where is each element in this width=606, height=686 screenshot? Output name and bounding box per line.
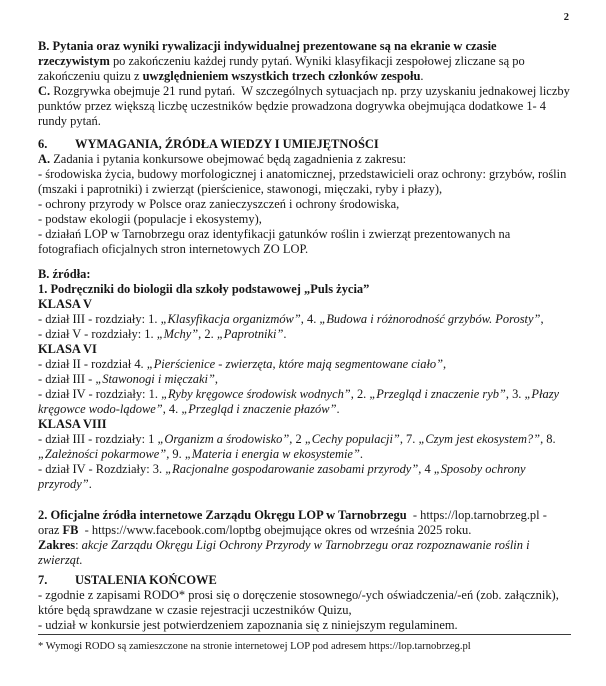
para-a-topics bbox=[38, 152, 571, 167]
bullet-nature-protection bbox=[38, 197, 571, 212]
klasa-viii-heading bbox=[38, 417, 571, 432]
text-run: - dział II - rozdział 4. bbox=[38, 357, 147, 371]
klasa-v-dzial-v bbox=[38, 327, 571, 342]
text-run: , 9. bbox=[166, 447, 185, 461]
para-sources-heading bbox=[38, 267, 571, 282]
section-number: 7. bbox=[38, 573, 48, 587]
text-run: - dział V - rozdziały: 1. bbox=[38, 327, 157, 341]
text-run: 1. Podręczniki do biologii dla szkoły podstawowej „Puls życia” bbox=[38, 282, 370, 296]
text-run: KLASA VIII bbox=[38, 417, 107, 431]
text-run: „Sposoby ochrony przyrody” bbox=[38, 462, 529, 491]
section-7-heading bbox=[38, 573, 571, 588]
text-run: - ochrony przyrody w Polsce oraz zanieczyszczeń i ochrony środowiska, bbox=[38, 197, 400, 211]
text-run: KLASA VI bbox=[38, 342, 97, 356]
bullet-ecology bbox=[38, 212, 571, 227]
text-run: „Zależności pokarmowe” bbox=[38, 447, 167, 461]
klasa-v-dzial-iii bbox=[38, 312, 571, 327]
text-run: „Paprotniki” bbox=[216, 327, 284, 341]
paragraph-spacer bbox=[38, 257, 571, 267]
text-run: „Cechy populacji” bbox=[304, 432, 400, 446]
text-run: - działań LOP w Tarnobrzegu oraz identyfikacji gatunków roślin i zwierząt prezentowanych na fotografiach oficjalnych stron internetowych ZO LOP. bbox=[38, 227, 514, 256]
text-run: B. Pytania oraz wyniki rywalizacji indywidualnej prezentowane są na ekranie w czasie rzeczywistym bbox=[38, 39, 500, 68]
text-run: - dział III - bbox=[38, 372, 96, 386]
para-internet-sources bbox=[38, 508, 571, 538]
klasa-vi-dzial-iii bbox=[38, 372, 571, 387]
page-number: 2 bbox=[563, 12, 569, 23]
text-run: „Budowa i różnorodność grzybów. Porosty” bbox=[319, 312, 541, 326]
text-run: „Przegląd i znaczenie ryb” bbox=[369, 387, 506, 401]
text-run: KLASA V bbox=[38, 297, 93, 311]
bullet-participation bbox=[38, 618, 571, 633]
klasa-vi-dzial-ii bbox=[38, 357, 571, 372]
text-run: , 4 bbox=[418, 462, 434, 476]
klasa-vi-heading bbox=[38, 342, 571, 357]
text-run: , bbox=[214, 372, 218, 386]
text-run: „Płazy kręgowce wodo-lądowe” bbox=[38, 387, 563, 416]
text-run: „Klasyfikacja organizmów” bbox=[160, 312, 301, 326]
text-run: . bbox=[359, 447, 363, 461]
section-6-heading bbox=[38, 137, 571, 152]
text-run: : bbox=[75, 538, 82, 552]
para-b-results bbox=[38, 39, 571, 84]
text-run: „Organizm a środowisko” bbox=[157, 432, 290, 446]
text-run: „Materia i energia w ekosystemie” bbox=[184, 447, 360, 461]
text-run: . bbox=[420, 69, 424, 83]
text-run: - dział IV - Rozdziały: 3. bbox=[38, 462, 166, 476]
url-text: - https://lop.tarnobrzeg.pl - oraz bbox=[38, 508, 550, 537]
text-run: - środowiska życia, budowy morfologicznej i anatomicznej, przedstawicieli oraz ochrony: grzybów, roślin (mszaki i paprotniki) i zwierząt (pierścienice, stawonogi, mięczaki, ryby i płazy), bbox=[38, 167, 570, 196]
text-run: , bbox=[540, 312, 544, 326]
paragraph-spacer bbox=[38, 129, 571, 137]
text-run: A. bbox=[38, 152, 51, 166]
footnote-block bbox=[38, 634, 571, 653]
document-content bbox=[38, 39, 571, 633]
text-run: „Pierścienice - zwierzęta, które mają segmentowane ciało” bbox=[146, 357, 444, 371]
klasa-viii-dzial-iii bbox=[38, 432, 571, 462]
text-run: FB bbox=[62, 523, 82, 537]
footnote-text: * Wymogi RODO są zamieszczone na stronie internetowej LOP pod adresem https://lop.tarnobrzeg.pl bbox=[38, 641, 471, 652]
text-run: Rozgrywka obejmuje 21 rund pytań. W szczególnych sytuacjach np. przy uzyskaniu jednakowej liczby punktów przez większą liczbę uczestników będzie prowadzona dogrywka obejmująca dodatkowe 1- 4 rundy pytań. bbox=[38, 84, 573, 128]
text-run: „Mchy” bbox=[156, 327, 199, 341]
para-c-rounds bbox=[38, 84, 571, 129]
section-title: WYMAGANIA, ŹRÓDŁA WIEDZY I UMIEJĘTNOŚCI bbox=[75, 137, 379, 151]
text-run: - dział III - rozdziały: 1 bbox=[38, 432, 158, 446]
text-run: B. źródła: bbox=[38, 267, 91, 281]
text-run: „Racjonalne gospodarowanie zasobami przyrody” bbox=[165, 462, 419, 476]
bullet-environment bbox=[38, 167, 571, 197]
url-text: - https://www.facebook.com/loptbg obejmujące okres od września 2025 roku. bbox=[81, 523, 472, 537]
para-textbooks-heading bbox=[38, 282, 571, 297]
text-run: „Przegląd i znaczenie płazów” bbox=[181, 402, 337, 416]
klasa-v-heading bbox=[38, 297, 571, 312]
text-run: Zakres bbox=[38, 538, 76, 552]
text-run: „Ryby kręgowce środowisk wodnych” bbox=[161, 387, 351, 401]
text-run: akcje Zarządu Okręgu Ligi Ochrony Przyrody w Tarnobrzegu oraz rozpoznawanie roślin i zwierząt. bbox=[38, 538, 533, 567]
text-run: , 2 bbox=[289, 432, 305, 446]
footnote-separator-rule bbox=[38, 634, 571, 635]
text-run: uwzględnieniem wszystkich trzech członków zespołu bbox=[142, 69, 421, 83]
section-title: USTALENIA KOŃCOWE bbox=[75, 573, 217, 587]
text-run: „Czym jest ekosystem?” bbox=[418, 432, 541, 446]
klasa-vi-dzial-iv bbox=[38, 387, 571, 417]
text-run: , 2. bbox=[198, 327, 217, 341]
text-run: po zakończeniu każdej rundy pytań. Wyniki klasyfikacji zespołowej zliczane są po zakończeniu quizu z bbox=[38, 54, 528, 83]
text-run: , bbox=[443, 357, 447, 371]
text-run: . bbox=[88, 477, 92, 491]
bullet-rodo bbox=[38, 588, 571, 618]
text-run: , 4. bbox=[300, 312, 320, 326]
text-run: , 8. bbox=[540, 432, 559, 446]
text-run: - zgodnie z zapisami RODO* prosi się o doręczenie stosownego/-ych oświadczenia/-eń (zob. załącznik), które będą sprawdzane w czasie rejestracji uczestników Quizu, bbox=[38, 588, 562, 617]
bullet-lop-activities bbox=[38, 227, 571, 257]
section-number: 6. bbox=[38, 137, 48, 151]
paragraph-spacer bbox=[38, 492, 571, 508]
text-run: - dział IV - rozdziały: 1. bbox=[38, 387, 162, 401]
klasa-viii-dzial-iv bbox=[38, 462, 571, 492]
text-run: Zadania i pytania konkursowe obejmować będą zagadnienia z zakresu: bbox=[50, 152, 407, 166]
text-run: , 2. bbox=[350, 387, 370, 401]
text-run: . bbox=[283, 327, 287, 341]
text-run: C. bbox=[38, 84, 51, 98]
text-run: - podstaw ekologii (populacje i ekosystemy), bbox=[38, 212, 262, 226]
text-run: „Stawonogi i mięczaki” bbox=[95, 372, 215, 386]
text-run: , 7. bbox=[399, 432, 419, 446]
text-run: - dział III - rozdziały: 1. bbox=[38, 312, 161, 326]
text-run: 2. Oficjalne źródła internetowe Zarządu Okręgu LOP w Tarnobrzegu bbox=[38, 508, 410, 522]
text-run: - udział w konkursie jest potwierdzeniem zapoznania się z niniejszym regulaminem. bbox=[38, 618, 458, 632]
text-run: , 3. bbox=[505, 387, 525, 401]
text-run: , 4. bbox=[162, 402, 182, 416]
text-run: . bbox=[336, 402, 340, 416]
para-zakres bbox=[38, 538, 571, 568]
